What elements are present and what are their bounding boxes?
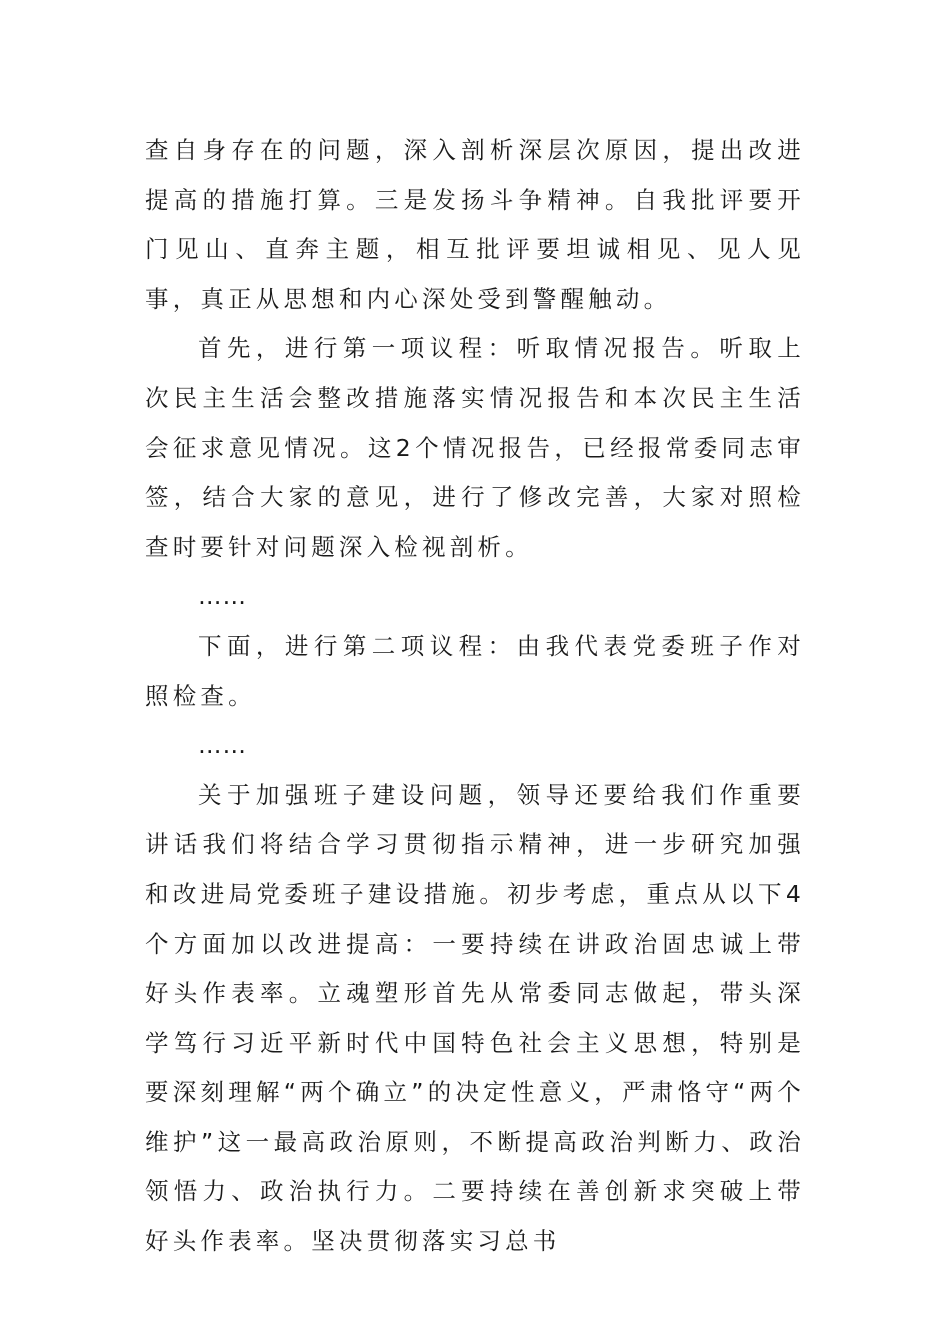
paragraph-team-building: 关于加强班子建设问题，领导还要给我们作重要讲话我们将结合学习贯彻指示精神，进一步研究加强和改进局党委班子建设措施。初步考虑，重点从以下4个方面加以改进提高：一要持续在讲政治固忠诚上带好头作表率。立魂塑形首先从常委同志做起，带头深学笃行习近平新时代中国特色社会主义思想，特别是要深刻理解“两个确立”的决定性意义，严肃恪守“两个维护”这一最高政治原则，不断提高政治判断力、政治领悟力、政治执行力。二要持续在善创新求突破上带好头作表率。坚决贯彻落实习总书	[145, 780, 805, 1256]
paragraph-agenda-two: 下面，进行第二项议程：由我代表党委班子作对照检查。	[145, 631, 805, 710]
paragraph-continuation: 查自身存在的问题，深入剖析深层次原因，提出改进提高的措施打算。三是发扬斗争精神。自我批评要开门见山、直奔主题，相互批评要坦诚相见、见人见事，真正从思想和内心深处受到警醒触动。	[145, 136, 805, 313]
document-body	[145, 126, 805, 1267]
paragraph-ellipsis: ……	[198, 731, 247, 760]
paragraph-agenda-one: 首先，进行第一项议程：听取情况报告。听取上次民主生活会整改措施落实情况报告和本次民主生活会征求意见情况。这2个情况报告，已经报常委同志审签，结合大家的意见，进行了修改完善，大家对照检查时要针对问题深入检视剖析。	[145, 334, 805, 561]
paragraph-ellipsis: ……	[198, 582, 247, 611]
